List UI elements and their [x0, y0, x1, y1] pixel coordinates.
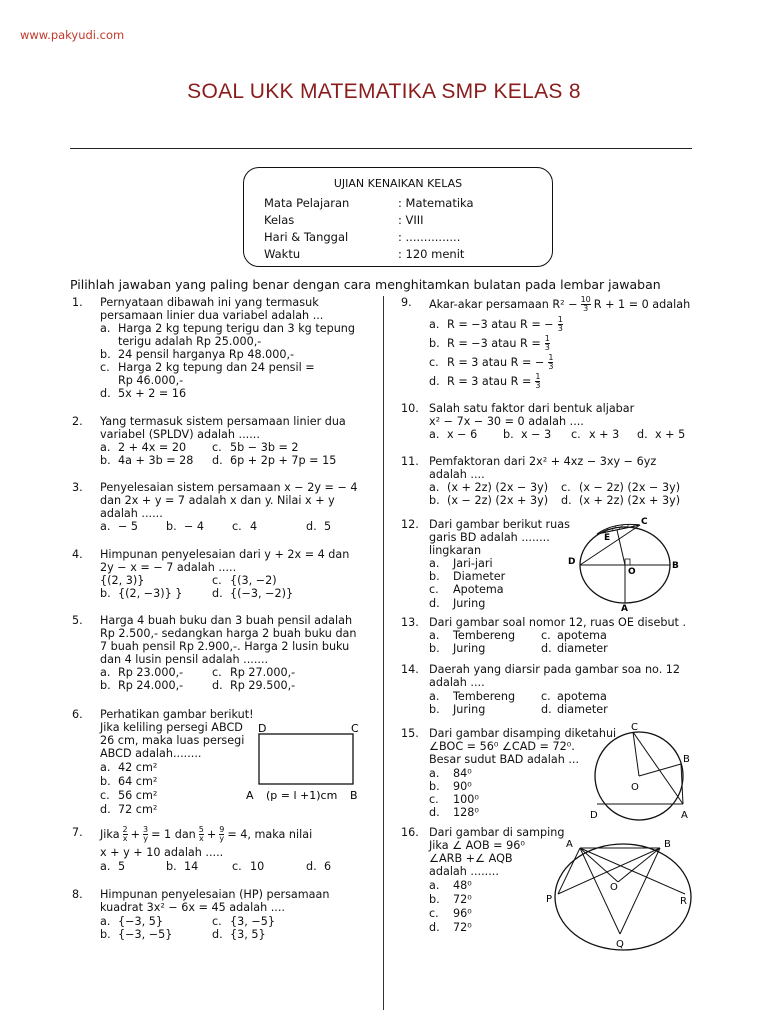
question-text: Daerah yang diarsir pada gambar soa no. 12: [429, 663, 681, 676]
right-angle-mark: [625, 559, 630, 565]
option-letter: b.: [100, 679, 111, 692]
option-letter: d.: [637, 428, 648, 441]
denominator: 3: [548, 362, 554, 371]
option-text: Tembereng: [453, 629, 516, 642]
radius-oa: [580, 848, 618, 882]
option-letter: b.: [100, 454, 111, 467]
option-text: Tembereng: [453, 690, 516, 703]
option-letter: c.: [429, 907, 439, 920]
circle-shape: [555, 844, 691, 950]
option-letter: c.: [541, 629, 551, 642]
option-text: R = −3 atau R =: [447, 336, 541, 350]
question-text: 26 cm, maka luas persegi: [100, 734, 245, 747]
numerator: 1: [557, 315, 563, 324]
option-letter: a.: [429, 557, 440, 570]
label-b: B: [664, 839, 671, 850]
info-label-class: Kelas: [264, 213, 295, 227]
option-letter: a.: [100, 860, 111, 873]
question-text: adalah ....: [429, 676, 485, 689]
option-text: − 4: [184, 520, 205, 533]
column-divider: [383, 296, 384, 1010]
option-letter: a.: [100, 761, 111, 774]
question-number: 5.: [72, 614, 83, 627]
option-letter: a.: [100, 666, 111, 679]
option-letter: c.: [212, 666, 222, 679]
option-text: 5: [118, 860, 126, 873]
question-5: [72, 614, 372, 696]
chord-ca: [633, 732, 683, 804]
label-b: B: [683, 754, 690, 765]
option-text: apotema: [557, 629, 607, 642]
option-letter: b.: [100, 928, 111, 941]
label-o: O: [610, 882, 618, 893]
question-7: [72, 826, 372, 876]
question-text: Pemfaktoran dari 2x² + 4xz − 3xy − 6yz: [429, 455, 657, 468]
option-text: − 5: [118, 520, 139, 533]
option-text: 4a + 3b = 28: [118, 454, 194, 467]
option-a[interactable]: [429, 316, 563, 333]
denominator: x: [198, 834, 204, 843]
text-fragment: Akar-akar persamaan R² −: [429, 297, 578, 311]
question-number: 3.: [72, 481, 83, 494]
option-letter: a.: [100, 915, 111, 928]
exam-info-heading: UJIAN KENAIKAN KELAS: [333, 177, 463, 190]
question-text: adalah ......: [100, 507, 163, 520]
question-number: 16.: [401, 826, 419, 839]
option-text: 72⁰: [453, 921, 472, 934]
question-text: Dari gambar soal nomor 12, ruas OE disebut .: [429, 616, 687, 629]
option-text: diameter: [557, 703, 608, 716]
question-8: [72, 888, 372, 943]
circle-figure-16: [540, 832, 705, 952]
option-letter: d.: [212, 679, 223, 692]
question-text: Penyelesaian sistem persamaan x − 2y = − 4: [100, 481, 358, 494]
option-text: 10: [250, 860, 265, 873]
fraction: [581, 296, 591, 313]
denominator: 3: [544, 343, 550, 352]
option-letter: d.: [100, 803, 111, 816]
option-text: (x − 2z) (2x − 3y): [579, 481, 681, 494]
numerator: 1: [548, 353, 554, 362]
option-text: Juring: [453, 642, 486, 655]
option-letter: c.: [429, 793, 439, 806]
exam-info-box: [243, 167, 553, 267]
option-text: x + 3: [589, 428, 620, 441]
numerator: 5: [198, 825, 204, 834]
option-text: Rp 46.000,-: [118, 374, 184, 387]
denominator: 3: [557, 324, 563, 333]
question-text: [100, 826, 312, 843]
option-letter: c.: [212, 915, 222, 928]
site-url[interactable]: www.pakyudi.com: [20, 28, 125, 42]
question-text: Dari gambar disamping diketahui: [429, 727, 617, 740]
question-9: [401, 296, 701, 396]
option-text: diameter: [557, 642, 608, 655]
option-letter: c.: [541, 690, 551, 703]
option-letter: d.: [541, 642, 552, 655]
vertex-c-label: C: [351, 722, 359, 735]
option-text: Juring: [453, 597, 486, 610]
label-c: C: [631, 722, 638, 733]
question-text: dan 2x + y = 7 adalah x dan y. Nilai x + y: [100, 494, 335, 507]
option-text: Rp 24.000,-: [118, 679, 184, 692]
option-letter: d.: [429, 374, 440, 388]
question-number: 11.: [401, 455, 419, 468]
question-10: [401, 402, 701, 447]
option-text: 6p + 2p + 7p = 15: [230, 454, 337, 467]
question-text: x + y + 10 adalah .....: [100, 846, 224, 859]
denominator: 3: [535, 381, 541, 390]
rectangle-figure: [240, 722, 375, 802]
text-fragment: R + 1 = 0 adalah: [593, 297, 691, 311]
option-text: 72 cm²: [118, 803, 158, 816]
question-text: Yang termasuk sistem persamaan linier dua: [100, 415, 346, 428]
option-text: 64 cm²: [118, 775, 158, 788]
text-fragment: +: [206, 827, 217, 841]
question-text: Pernyataan dibawah ini yang termasuk: [100, 296, 319, 309]
option-b[interactable]: [429, 335, 550, 352]
question-text: Harga 4 buah buku dan 3 buah pensil adalah: [100, 614, 353, 627]
option-letter: c.: [232, 520, 242, 533]
option-text: x + 5: [655, 428, 686, 441]
question-text: ABCD adalah........: [100, 747, 202, 760]
label-c: C: [641, 517, 648, 527]
circle-figure-12: [562, 512, 687, 612]
option-text: Diameter: [453, 570, 506, 583]
question-text: Jika keliling persegi ABCD: [100, 721, 243, 734]
option-letter: b.: [166, 520, 177, 533]
numerator: 1: [544, 334, 550, 343]
label-p: P: [546, 894, 553, 905]
question-2: [72, 415, 372, 470]
option-text: 4: [250, 520, 258, 533]
option-text: 100⁰: [453, 793, 479, 806]
fraction: [143, 826, 148, 843]
fraction: [219, 826, 224, 843]
option-letter: a.: [429, 767, 440, 780]
option-text: {3, 5}: [230, 928, 266, 941]
option-text: 84⁰: [453, 767, 472, 780]
option-letter: a.: [429, 690, 440, 703]
numerator: 9: [219, 825, 225, 834]
option-letter: b.: [503, 428, 514, 441]
chord-bq: [620, 848, 660, 934]
option-d[interactable]: [429, 373, 540, 390]
option-letter: b.: [429, 780, 440, 793]
label-a: A: [621, 604, 628, 612]
option-text: Jari-jari: [453, 557, 493, 570]
chord-ar: [580, 848, 685, 894]
question-text: lingkaran: [429, 544, 482, 557]
option-letter: c.: [212, 441, 222, 454]
info-label-time: Waktu: [264, 247, 301, 261]
option-text: 56 cm²: [118, 789, 158, 802]
page-title: SOAL UKK MATEMATIKA SMP KELAS 8: [187, 80, 581, 103]
option-letter: b.: [100, 587, 111, 600]
numerator: 3: [143, 825, 149, 834]
option-letter: c.: [429, 355, 439, 369]
fraction: [545, 335, 550, 352]
rectangle-shape: [259, 734, 353, 784]
option-letter: d.: [429, 806, 440, 819]
option-text: 2 + 4x = 20: [118, 441, 187, 454]
question-text: 2y − x = − 7 adalah .....: [100, 561, 237, 574]
instruction-text: Pilihlah jawaban yang paling benar dengan cara menghitamkan bulatan pada lembar jawaban: [70, 277, 661, 292]
question-text: kuadrat 3x² − 6x = 45 adalah ....: [100, 901, 285, 914]
option-text: (x + 2z) (2x + 3y): [579, 494, 681, 507]
question-text: adalah ....: [429, 468, 485, 481]
option-text: 5b − 3b = 2: [230, 441, 299, 454]
option-text: Harga 2 kg tepung terigu dan 3 kg tepung: [118, 322, 355, 335]
option-text: 128⁰: [453, 806, 479, 819]
option-letter: d.: [306, 860, 317, 873]
question-text: dan 4 lusin pensil adalah .......: [100, 653, 269, 666]
question-number: 14.: [401, 663, 419, 676]
option-letter: a.: [429, 879, 440, 892]
option-text: {(3, −2): [230, 574, 277, 587]
option-letter: b.: [429, 893, 440, 906]
question-text: Rp 2.500,- sedangkan harga 2 buah buku dan: [100, 627, 357, 640]
option-letter: c.: [571, 428, 581, 441]
denominator: y: [143, 834, 148, 843]
question-text: Perhatikan gambar berikut!: [100, 708, 254, 721]
option-text: (x + 2z) (2x − 3y): [447, 481, 549, 494]
option-text: R = −3 atau R = −: [447, 317, 554, 331]
question-text: ∠ARB +∠ AQB: [429, 852, 513, 865]
question-text: Himpunan penyelesaian dari y + 2x = 4 dan: [100, 548, 350, 561]
question-number: 10.: [401, 402, 419, 415]
option-letter: b.: [429, 494, 440, 507]
circle-figure-15: [585, 722, 705, 822]
question-text: Dari gambar berikut ruas: [429, 518, 570, 531]
option-text: 90⁰: [453, 780, 472, 793]
question-14: [401, 663, 701, 718]
info-value-time: : 120 menit: [398, 247, 465, 261]
question-text: Himpunan penyelesaian (HP) persamaan: [100, 888, 330, 901]
text-fragment: Jika: [100, 827, 120, 841]
vertex-d-label: D: [258, 722, 267, 735]
info-label-date: Hari & Tanggal: [264, 230, 349, 244]
question-text: adalah ........: [429, 865, 499, 878]
question-text: Salah satu faktor dari bentuk aljabar: [429, 402, 635, 415]
option-letter: d.: [212, 454, 223, 467]
question-number: 4.: [72, 548, 83, 561]
option-text: Apotema: [453, 583, 504, 596]
question-text: variabel (SPLDV) adalah ......: [100, 428, 260, 441]
option-letter: c.: [232, 860, 242, 873]
option-text: Juring: [453, 703, 486, 716]
option-letter: b.: [429, 703, 440, 716]
option-text: {(2, −3)} }: [118, 587, 183, 600]
fraction: [123, 826, 128, 843]
question-13: [401, 616, 701, 656]
fraction: [558, 316, 563, 333]
text-fragment: +: [130, 827, 141, 841]
question-number: 6.: [72, 708, 83, 721]
option-text: 5: [324, 520, 332, 533]
option-letter: a.: [100, 520, 111, 533]
question-number: 1.: [72, 296, 83, 309]
question-number: 8.: [72, 888, 83, 901]
question-number: 7.: [72, 826, 83, 839]
label-d: D: [568, 557, 576, 567]
option-text: Harga 2 kg tepung dan 24 pensil =: [118, 361, 315, 374]
option-letter: b.: [429, 336, 440, 350]
fraction: [199, 826, 204, 843]
question-number: 12.: [401, 518, 419, 531]
question-text: x² − 7x − 30 = 0 adalah ....: [429, 415, 584, 428]
option-text: Rp 23.000,-: [118, 666, 184, 679]
question-text: Dari gambar di samping: [429, 826, 565, 839]
radius-ob: [618, 848, 660, 882]
question-text: ∠BOC = 56⁰ ∠CAD = 72⁰.: [429, 740, 575, 753]
denominator: 3: [583, 304, 589, 313]
option-text: 5x + 2 = 16: [118, 387, 187, 400]
question-text: garis BD adalah ........: [429, 531, 550, 544]
radius-ob: [639, 764, 681, 776]
vertex-b-label: B: [350, 789, 358, 802]
option-text: 6: [324, 860, 332, 873]
option-letter: d.: [212, 587, 223, 600]
option-text: x − 3: [521, 428, 552, 441]
label-o: O: [631, 782, 639, 793]
option-letter: d.: [561, 494, 572, 507]
denominator: y: [219, 834, 225, 843]
option-letter: b.: [166, 860, 177, 873]
vertex-a-label: A: [246, 789, 254, 802]
fraction: [535, 373, 540, 390]
question-15: [401, 727, 617, 822]
text-fragment: = 1 dan: [151, 827, 196, 841]
rectangle-caption: (p = l +1)cm: [266, 789, 338, 802]
option-text: {−3, −5}: [118, 928, 173, 941]
question-1: [72, 296, 372, 406]
question-number: 13.: [401, 616, 419, 629]
option-letter: a.: [429, 317, 440, 331]
option-letter: d.: [429, 921, 440, 934]
info-label-subject: Mata Pelajaran: [264, 196, 350, 210]
option-letter: d.: [306, 520, 317, 533]
option-text: R = 3 atau R = −: [447, 355, 545, 369]
numerator: 1: [535, 372, 541, 381]
option-text: {3, −5}: [230, 915, 275, 928]
label-d: D: [590, 810, 598, 821]
chord-pa: [558, 848, 580, 894]
option-letter: c.: [429, 583, 439, 596]
label-a: A: [681, 810, 688, 821]
question-number: 15.: [401, 727, 419, 740]
label-b: B: [672, 561, 679, 571]
option-text: 96⁰: [453, 907, 472, 920]
fraction: [548, 354, 553, 371]
option-letter: b.: [100, 775, 111, 788]
option-letter: b.: [100, 348, 111, 361]
option-text: 72⁰: [453, 893, 472, 906]
option-text: 14: [184, 860, 199, 873]
label-o: O: [628, 567, 636, 577]
label-q: Q: [616, 939, 624, 950]
option-text: {(−3, −2)}: [230, 587, 294, 600]
option-text: 24 pensil harganya Rp 48.000,-: [118, 348, 295, 361]
option-text: x − 6: [447, 428, 478, 441]
option-letter: d.: [541, 703, 552, 716]
option-letter: d.: [429, 597, 440, 610]
option-text: {−3, 5}: [118, 915, 163, 928]
option-letter: a.: [429, 428, 440, 441]
option-letter: c.: [561, 481, 571, 494]
option-letter: a.: [429, 481, 440, 494]
chord-bp: [558, 848, 660, 894]
question-4: [72, 548, 372, 603]
question-text: Jika ∠ AOB = 96⁰: [429, 839, 525, 852]
label-e: E: [604, 533, 611, 543]
numerator: 2: [122, 825, 128, 834]
option-text: R = 3 atau R =: [447, 374, 532, 388]
option-c[interactable]: [429, 354, 553, 371]
option-letter: b.: [429, 642, 440, 655]
question-number: 9.: [401, 296, 412, 309]
option-letter: b.: [429, 570, 440, 583]
option-text: apotema: [557, 690, 607, 703]
denominator: x: [122, 834, 128, 843]
option-letter: a.: [100, 441, 111, 454]
option-text: Rp 29.500,-: [230, 679, 296, 692]
option-letter: c.: [100, 361, 110, 374]
option-text: (x − 2z) (2x + 3y): [447, 494, 549, 507]
option-text: terigu adalah Rp 25.000,-: [118, 335, 262, 348]
question-11: [401, 455, 701, 510]
label-a: A: [566, 839, 573, 850]
question-number: 2.: [72, 415, 83, 428]
option-letter: d.: [100, 387, 111, 400]
question-text: [429, 296, 690, 313]
info-value-class: : VIII: [398, 213, 424, 227]
numerator: 10: [580, 295, 591, 304]
text-fragment: = 4, maka nilai: [227, 827, 313, 841]
question-text: persamaan linier dua variabel adalah ...: [100, 309, 324, 322]
info-value-date: : ...............: [398, 230, 461, 244]
option-text: 48⁰: [453, 879, 472, 892]
option-text: {(2, 3)}: [100, 574, 145, 587]
question-text: Besar sudut BAD adalah ...: [429, 753, 580, 766]
option-letter: c.: [100, 789, 110, 802]
option-letter: a.: [429, 629, 440, 642]
option-letter: c.: [212, 574, 222, 587]
info-value-subject: : Matematika: [398, 196, 474, 210]
option-text: 42 cm²: [118, 761, 158, 774]
question-text: 7 buah pensil Rp 2.900,-. Harga 2 lusin buku: [100, 640, 350, 653]
question-3: [72, 481, 372, 536]
label-r: R: [680, 896, 687, 907]
title-divider: [70, 148, 692, 149]
option-letter: d.: [212, 928, 223, 941]
option-letter: a.: [100, 322, 111, 335]
option-text: Rp 27.000,-: [230, 666, 296, 679]
